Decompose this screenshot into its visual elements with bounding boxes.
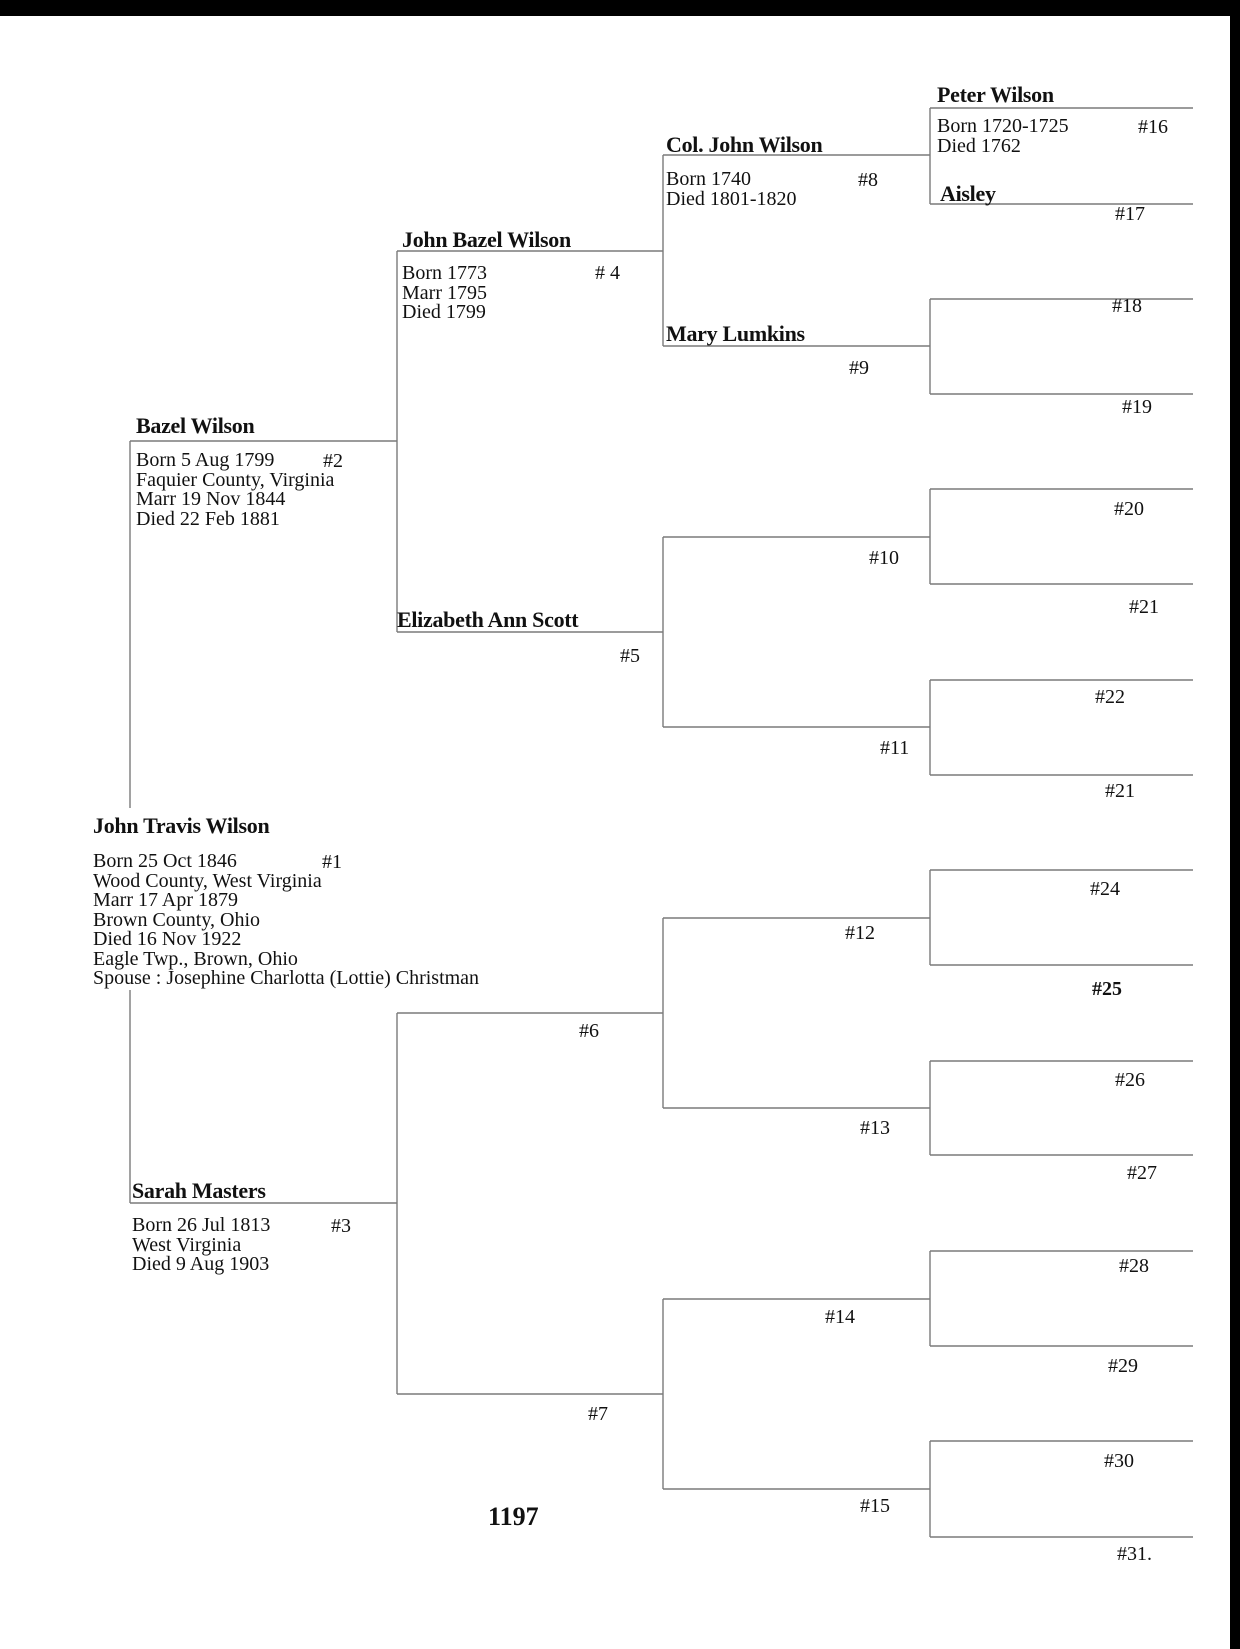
person-9-name: Mary Lumkins: [666, 321, 805, 346]
person-2-detail-line: Faquier County, Virginia: [136, 468, 335, 491]
person-3-detail-line: Died 9 Aug 1903: [132, 1253, 270, 1275]
person-8-detail-line: Born 1740: [666, 168, 751, 190]
person-1-detail-line: Died 16 Nov 1922: [93, 928, 242, 950]
person-23-number: #21: [1105, 780, 1135, 802]
person-4-detail-line: Born 1773: [402, 262, 487, 284]
person-27-number: #27: [1127, 1162, 1157, 1184]
person-16-number: #16: [1138, 116, 1168, 138]
person-28-number: #28: [1119, 1255, 1149, 1277]
person-21-number: #21: [1129, 596, 1159, 618]
person-2-number: #2: [323, 450, 343, 472]
person-20-number: #20: [1114, 498, 1144, 520]
person-1-detail-line: Born 25 Oct 1846: [93, 850, 237, 872]
person-3-name: Sarah Masters: [132, 1178, 266, 1203]
person-2-name: Bazel Wilson: [136, 413, 255, 438]
person-13-number: #13: [860, 1117, 890, 1139]
person-18-number: #18: [1112, 295, 1142, 317]
person-16-name: Peter Wilson: [937, 82, 1054, 107]
person-17-number: #17: [1115, 203, 1145, 225]
person-2-detail-line: Died 22 Feb 1881: [136, 507, 280, 530]
person-2-detail-line: Born 5 Aug 1799: [136, 449, 275, 471]
person-1-detail-line: Eagle Twp., Brown, Ohio: [93, 947, 298, 970]
person-31-number: #31.: [1117, 1543, 1152, 1565]
person-5-number: #5: [620, 645, 640, 667]
person-22-number: #22: [1095, 686, 1125, 708]
person-30-number: #30: [1104, 1450, 1134, 1472]
person-1-detail-line: Spouse : Josephine Charlotta (Lottie) Christman: [93, 967, 480, 989]
person-8-detail-line: Died 1801-1820: [666, 187, 797, 210]
person-1-name: John Travis Wilson: [93, 813, 270, 838]
person-4-number: # 4: [595, 262, 620, 284]
person-1-detail-line: Marr 17 Apr 1879: [93, 889, 238, 911]
person-1-detail-line: Brown County, Ohio: [93, 908, 261, 931]
person-26-number: #26: [1115, 1069, 1145, 1091]
person-14-number: #14: [825, 1306, 855, 1328]
person-15-number: #15: [860, 1495, 890, 1517]
person-8-name: Col. John Wilson: [666, 132, 823, 157]
person-2-details: [136, 451, 334, 529]
person-11-number: #11: [880, 737, 910, 759]
person-8-number: #8: [858, 169, 878, 191]
person-1-number: #1: [322, 851, 342, 873]
person-4-name: John Bazel Wilson: [402, 227, 571, 252]
person-25-number: #25: [1092, 978, 1122, 1000]
person-10-number: #10: [869, 547, 899, 569]
person-16-detail-line: Born 1720-1725: [937, 115, 1069, 137]
person-5-name: Elizabeth Ann Scott: [397, 607, 579, 632]
person-8-details: [666, 170, 797, 209]
person-24-number: #24: [1090, 878, 1120, 900]
person-19-number: #19: [1122, 396, 1152, 418]
person-17-name: Aisley: [940, 181, 996, 206]
person-29-number: #29: [1108, 1355, 1138, 1377]
person-2-detail-line: Marr 19 Nov 1844: [136, 488, 286, 510]
person-7-number: #7: [588, 1403, 608, 1425]
person-1-detail-line: Wood County, West Virginia: [93, 869, 322, 892]
person-3-detail-line: West Virginia: [132, 1233, 242, 1256]
person-4-detail-line: Died 1799: [402, 301, 486, 323]
person-6-number: #6: [579, 1020, 599, 1042]
person-9-number: #9: [849, 357, 869, 379]
person-16-details: [937, 117, 1069, 156]
person-1-details: [93, 852, 479, 989]
person-4-detail-line: Marr 1795: [402, 281, 487, 304]
page-number: 1197: [488, 1502, 539, 1531]
person-3-details: [132, 1216, 270, 1275]
person-3-number: #3: [331, 1215, 351, 1237]
person-3-detail-line: Born 26 Jul 1813: [132, 1214, 271, 1236]
person-4-details: [402, 264, 487, 323]
person-16-detail-line: Died 1762: [937, 134, 1021, 157]
person-12-number: #12: [845, 922, 875, 944]
